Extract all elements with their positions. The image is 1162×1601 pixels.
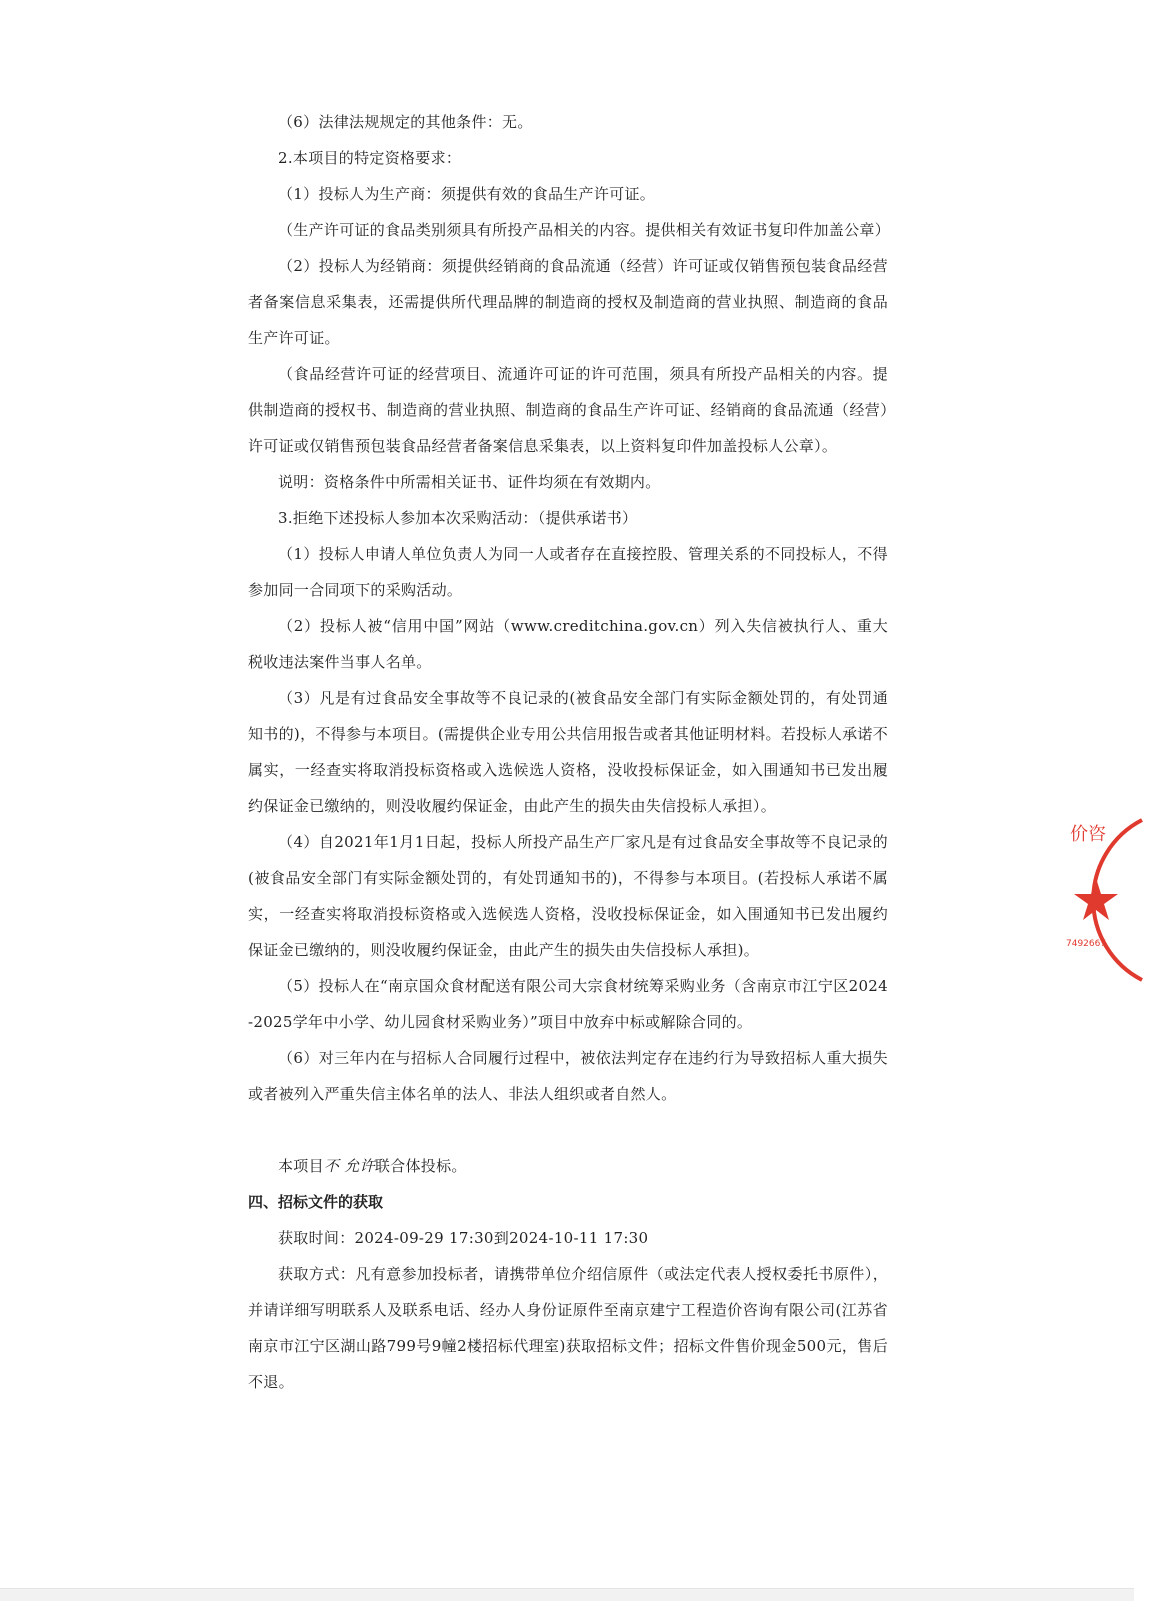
rejection-2: （2）投标人被“信用中国”网站（www.creditchina.gov.cn）列入失信被执行人、重大税收违法案件当事人名单。	[248, 617, 888, 671]
obtain-method: 获取方式：凡有意参加投标者，请携带单位介绍信原件（或法定代表人授权委托书原件），并请详细写明联系人及联系电话、经办人身份证原件至南京建宁工程造价咨询有限公司(江苏省南京市江宁区湖山路799号9幢2楼招标代理室)获取招标文件；招标文件售价现金500元，售后不退。	[248, 1265, 888, 1391]
seal-graphic	[1066, 820, 1162, 1000]
document-body	[248, 104, 891, 1400]
consortium-not-allowed: 不 允许	[323, 1157, 375, 1175]
company-seal	[1066, 820, 1162, 1000]
consortium-prefix: 本项目	[278, 1157, 324, 1175]
rejection-1: （1）投标人申请人单位负责人为同一人或者存在直接控股、管理关系的不同投标人，不得参加同一合同项下的采购活动。	[248, 545, 888, 599]
requirement-2-distributor: （2）投标人为经销商：须提供经销商的食品流通（经营）许可证或仅销售预包装食品经营者备案信息采集表，还需提供所代理品牌的制造商的授权及制造商的营业执照、制造商的食品生产许可证。	[248, 257, 888, 347]
validity-note: 说明：资格条件中所需相关证书、证件均须在有效期内。	[278, 473, 661, 491]
obtain-time: 获取时间：2024-09-29 17:30到2024-10-11 17:30	[278, 1229, 649, 1247]
rejection-4: （4）自2021年1月1日起，投标人所投产品生产厂家凡是有过食品安全事故等不良记录的(被食品安全部门有实际金额处罚的，有处罚通知书的)，不得参与本项目。(若投标人承诺不属实，一经查实将取消投标资格或入选候选人资格，没收投标保证金，如入围通知书已发出履约保证金已缴纳的，则没收履约保证金，由此产生的损失由失信投标人承担)。	[248, 833, 888, 959]
section-3-heading: 3.拒绝下述投标人参加本次采购活动：（提供承诺书）	[278, 509, 638, 527]
consortium-statement	[248, 1148, 888, 1184]
seal-text: 价咨	[1070, 824, 1106, 845]
rejection-6: （6）对三年内在与招标人合同履行过程中，被依法判定存在违约行为导致招标人重大损失或者被列入严重失信主体名单的法人、非法人组织或者自然人。	[248, 1049, 888, 1103]
section-2-heading: 2.本项目的特定资格要求：	[278, 149, 462, 167]
page-bottom-edge	[0, 1588, 1134, 1601]
requirement-1-note: （生产许可证的食品类别须具有所投产品相关的内容。提供相关有效证书复印件加盖公章）	[278, 221, 891, 239]
requirement-2-note: （食品经营许可证的经营项目、流通许可证的许可范围，须具有所投产品相关的内容。提供制造商的授权书、制造商的营业执照、制造商的食品生产许可证、经销商的食品流通（经营）许可证或仅销售预包装食品经营者备案信息采集表，以上资料复印件加盖投标人公章）。	[248, 365, 888, 455]
rejection-3: （3）凡是有过食品安全事故等不良记录的(被食品安全部门有实际金额处罚的，有处罚通知书的)，不得参与本项目。(需提供企业专用公共信用报告或者其他证明材料。若投标人承诺不属实，一经查实将取消投标资格或入选候选人资格，没收投标保证金，如入围通知书已发出履约保证金已缴纳的，则没收履约保证金，由此产生的损失由失信投标人承担）。	[248, 689, 888, 815]
section-4-heading: 四、招标文件的获取	[248, 1193, 384, 1211]
condition-6-other: （6）法律法规规定的其他条件：无。	[278, 113, 533, 131]
seal-number: 7492667	[1066, 939, 1107, 949]
consortium-suffix: 联合体投标。	[374, 1157, 467, 1175]
spacer	[248, 1112, 888, 1148]
rejection-5: （5）投标人在“南京国众食材配送有限公司大宗食材统筹采购业务（含南京市江宁区2024-2025学年中小学、幼儿园食材采购业务）”项目中放弃中标或解除合同的。	[248, 977, 888, 1031]
requirement-1-producer: （1）投标人为生产商：须提供有效的食品生产许可证。	[278, 185, 656, 203]
